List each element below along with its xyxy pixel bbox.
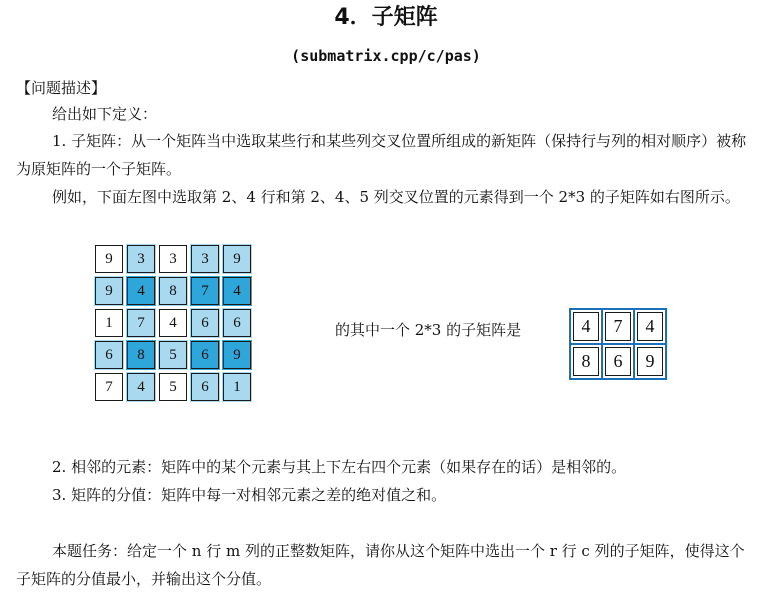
matrix-cell: 6: [221, 307, 253, 339]
matrix-row: [93, 371, 253, 403]
submatrix-cell: 6: [602, 344, 634, 379]
matrix-row: [93, 243, 253, 275]
matrix-cell: 5: [157, 339, 189, 371]
matrix-cell: 5: [157, 371, 189, 403]
matrix-row: [93, 307, 253, 339]
paragraph-definitions-intro: 给出如下定义：: [52, 105, 158, 123]
matrix-cell: 3: [189, 243, 221, 275]
matrix-cell: 4: [125, 275, 157, 307]
submatrix-cell: 8: [570, 344, 602, 379]
matrix-row: [93, 339, 253, 371]
matrix-cell: 9: [93, 243, 125, 275]
paragraph-task: 本题任务：给定一个 n 行 m 列的正整数矩阵，请你从这个矩阵中选出一个 r 行 c 列的子矩阵，使得这个子矩阵的分值最小，并输出这个分值。: [16, 542, 745, 588]
submatrix-cell: 4: [570, 309, 602, 344]
paragraph-example: 例如，下面左图中选取第 2、4 行和第 2、4、5 列交叉位置的元素得到一个 2*3 的子矩阵如右图所示。: [52, 188, 740, 206]
matrix-cell: 6: [189, 339, 221, 371]
matrix-cell: 9: [93, 275, 125, 307]
matrix-cell: 8: [125, 339, 157, 371]
example-submatrix: [569, 308, 667, 380]
submatrix-row: [570, 344, 666, 379]
paragraph-submatrix-definition: 1. 子矩阵：从一个矩阵当中选取某些行和某些列交叉位置所组成的新矩阵（保持行与列的相对顺序）被称为原矩阵的一个子矩阵。: [16, 132, 747, 178]
matrix-cell: 3: [125, 243, 157, 275]
matrix-cell: 3: [157, 243, 189, 275]
problem-filenames: (submatrix.cpp/c/pas): [291, 47, 481, 65]
matrix-cell: 4: [221, 275, 253, 307]
problem-title: 4．子矩阵: [334, 5, 438, 30]
example-matrix: [92, 242, 254, 404]
submatrix-cell: 4: [634, 309, 666, 344]
matrix-cell: 7: [93, 371, 125, 403]
matrix-cell: 9: [221, 339, 253, 371]
matrix-cell: 1: [93, 307, 125, 339]
paragraph-adjacent-definition: 2. 相邻的元素：矩阵中的某个元素与其上下左右四个元素（如果存在的话）是相邻的。: [52, 458, 627, 476]
matrix-cell: 9: [221, 243, 253, 275]
matrix-cell: 7: [189, 275, 221, 307]
matrix-cell: 6: [189, 307, 221, 339]
matrix-cell: 8: [157, 275, 189, 307]
matrix-cell: 4: [125, 371, 157, 403]
paragraph-score-definition: 3. 矩阵的分值：矩阵中每一对相邻元素之差的绝对值之和。: [52, 486, 447, 504]
matrix-cell: 1: [221, 371, 253, 403]
submatrix-cell: 9: [634, 344, 666, 379]
section-heading: 【问题描述】: [16, 79, 107, 97]
matrix-cell: 7: [125, 307, 157, 339]
submatrix-cell: 7: [602, 309, 634, 344]
matrix-row: [93, 275, 253, 307]
submatrix-row: [570, 309, 666, 344]
matrix-cell: 6: [189, 371, 221, 403]
matrix-cell: 6: [93, 339, 125, 371]
submatrix-caption: 的其中一个 2*3 的子矩阵是: [335, 321, 522, 339]
matrix-cell: 4: [157, 307, 189, 339]
